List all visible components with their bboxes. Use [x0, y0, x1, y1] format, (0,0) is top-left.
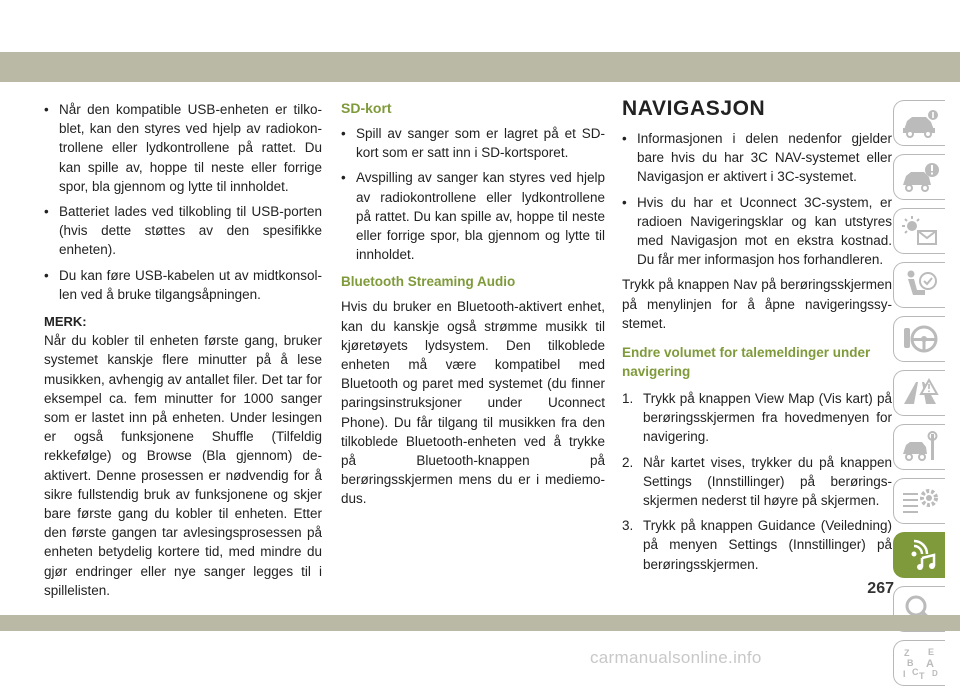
- list-item: • Du kan føre USB-kabelen ut av midtkonsollen ved å bruke tilgangsåpningen.: [44, 267, 322, 302]
- index-letter: C: [911, 667, 918, 677]
- index-letters-icon: [900, 646, 940, 680]
- tab-steering[interactable]: [893, 316, 945, 362]
- bluetooth-heading: Bluetooth Streaming Audio: [341, 274, 516, 290]
- tab-index[interactable]: [893, 640, 945, 686]
- column-middle: [341, 100, 605, 509]
- multimedia-icon: [900, 538, 940, 572]
- index-letter: Z: [903, 648, 909, 658]
- nav-intro: Trykk på knappen Nav på berøringsskjermen på menylinjen for å åpne navigeringssystemet.: [622, 277, 892, 331]
- tab-specs[interactable]: [893, 478, 945, 524]
- list-item: • Informasjonen i delen nedenfor gjelder bare hvis du har 3C NAV-systemet eller Navigasjon er aktivert i 3C-systemet.: [622, 131, 892, 185]
- car-warning-icon: [900, 160, 940, 194]
- column-right: [622, 97, 892, 580]
- dashboard-lights-icon: [900, 214, 940, 248]
- seat-airbag-icon: [900, 268, 940, 302]
- car-tools-icon: [900, 430, 940, 464]
- bluetooth-text: Hvis du bruker en Bluetooth-aktivert enhet, kan du kanskje også strømme musikk til kjøretøyets lydsystem. Den tilkoblede enheten må være kompatibel med Bluetooth og paret med systemet (du finner paringsinstruksjoner under Uconnect Phone). Du får tilgang til musikken fra den tilkoblede Bluetooth-enheten ved å trykke på Bluetooth-knappen på berøringsskjermen mens du er i mediemodus.: [341, 299, 605, 507]
- index-letter: D: [931, 669, 938, 678]
- tab-road-warning[interactable]: [893, 370, 945, 416]
- tab-dashboard-lights[interactable]: [893, 208, 945, 254]
- tab-car-tools[interactable]: [893, 424, 945, 470]
- list-item: • Når den kompatible USB-enheten er tilkoblet, kan den styres ved hjelp av radiokontrollene eller lydkontrollene på rattet. Du kan spille av, hoppe til neste eller forrige spor, bla gjennom og lytte til innholdet.: [44, 102, 322, 194]
- tab-seat-airbag[interactable]: [893, 262, 945, 308]
- note-label: MERK:: [44, 314, 87, 330]
- index-letter: A: [925, 658, 934, 670]
- top-margin: [0, 0, 960, 52]
- index-letter: B: [906, 658, 913, 668]
- index-letter: I: [902, 669, 906, 679]
- list-item: • Batteriet lades ved tilkobling til USB-porten (hvis dette støttes av den spesifikke enheten).: [44, 204, 322, 258]
- tab-multimedia[interactable]: [893, 532, 945, 578]
- watermark: carmanualsonline.info: [590, 648, 762, 667]
- steering-wheel-icon: [900, 322, 940, 356]
- index-letter: E: [927, 647, 934, 657]
- footer-band: [0, 615, 960, 631]
- road-warning-icon: [900, 376, 940, 410]
- list-item: • Avspilling av sanger kan styres ved hjelp av radiokontrollene eller lydkontrollene på rattet. Du kan spille av, hoppe til neste eller forrige spor, bla gjennom og lytte til innholdet.: [341, 170, 605, 263]
- note-text: Når du kobler til enheten første gang, bruker systemet kanskje flere minutter på å lese musikken, avhengig av antallet filer. Det tar for eksempel ca. fem minutter for 1000 sanger som er lastet inn på enheten. Under lesingen er også funksjonene Shuffle (Tilfeldig rekkefølge) og Browse (Bla gjennom) deaktivert. Denne prosessen er nødvendig for å sikre fullstendig bruk av funksjonene og skjer bare første gang du kobler til enheten. Etter den første gangen tar avlesingsprosessen på enheten betydelig kortere tid, med mindre du gjør endringer eller nye sanger legges til i spillelisten.: [44, 333, 322, 598]
- column-left: [44, 100, 322, 600]
- index-letter: T: [918, 671, 924, 680]
- tab-car-warning[interactable]: [893, 154, 945, 200]
- volume-subheading: Endre volumet for talemeldinger under navigering: [622, 345, 871, 380]
- list-item: • Hvis du har et Uconnect 3C-system, er radioen Navigeringsklar og kan utstyres med Navigasjon mot en ekstra kostnad. Du får mer informasjon hos forhandleren.: [622, 194, 892, 268]
- step-item: 1. Trykk på knappen View Map (Vis kart) på berøringsskjermen fra hovedmenyen for navigering.: [622, 391, 892, 445]
- tab-car-info[interactable]: [893, 100, 945, 146]
- list-item: • Spill av sanger som er lagret på et SD-kort som er satt inn i SD-kortsporet.: [341, 126, 605, 161]
- sd-heading: SD-kort: [341, 100, 392, 116]
- car-info-icon: [900, 106, 940, 140]
- step-item: 2. Når kartet vises, trykker du på knappen Settings (Innstillinger) på berøringsskjermen nederst til høyre på skjermen.: [622, 454, 892, 509]
- chapter-tabs: [893, 100, 945, 694]
- section-title: NAVIGASJON: [622, 97, 766, 120]
- header-band: [0, 52, 960, 82]
- page-number: 267: [867, 580, 894, 597]
- step-item: 3. Trykk på knappen Guidance (Veiledning) på menyen Settings (Innstillinger) på berøringsskjermen.: [622, 518, 892, 572]
- specs-gear-icon: [900, 484, 940, 518]
